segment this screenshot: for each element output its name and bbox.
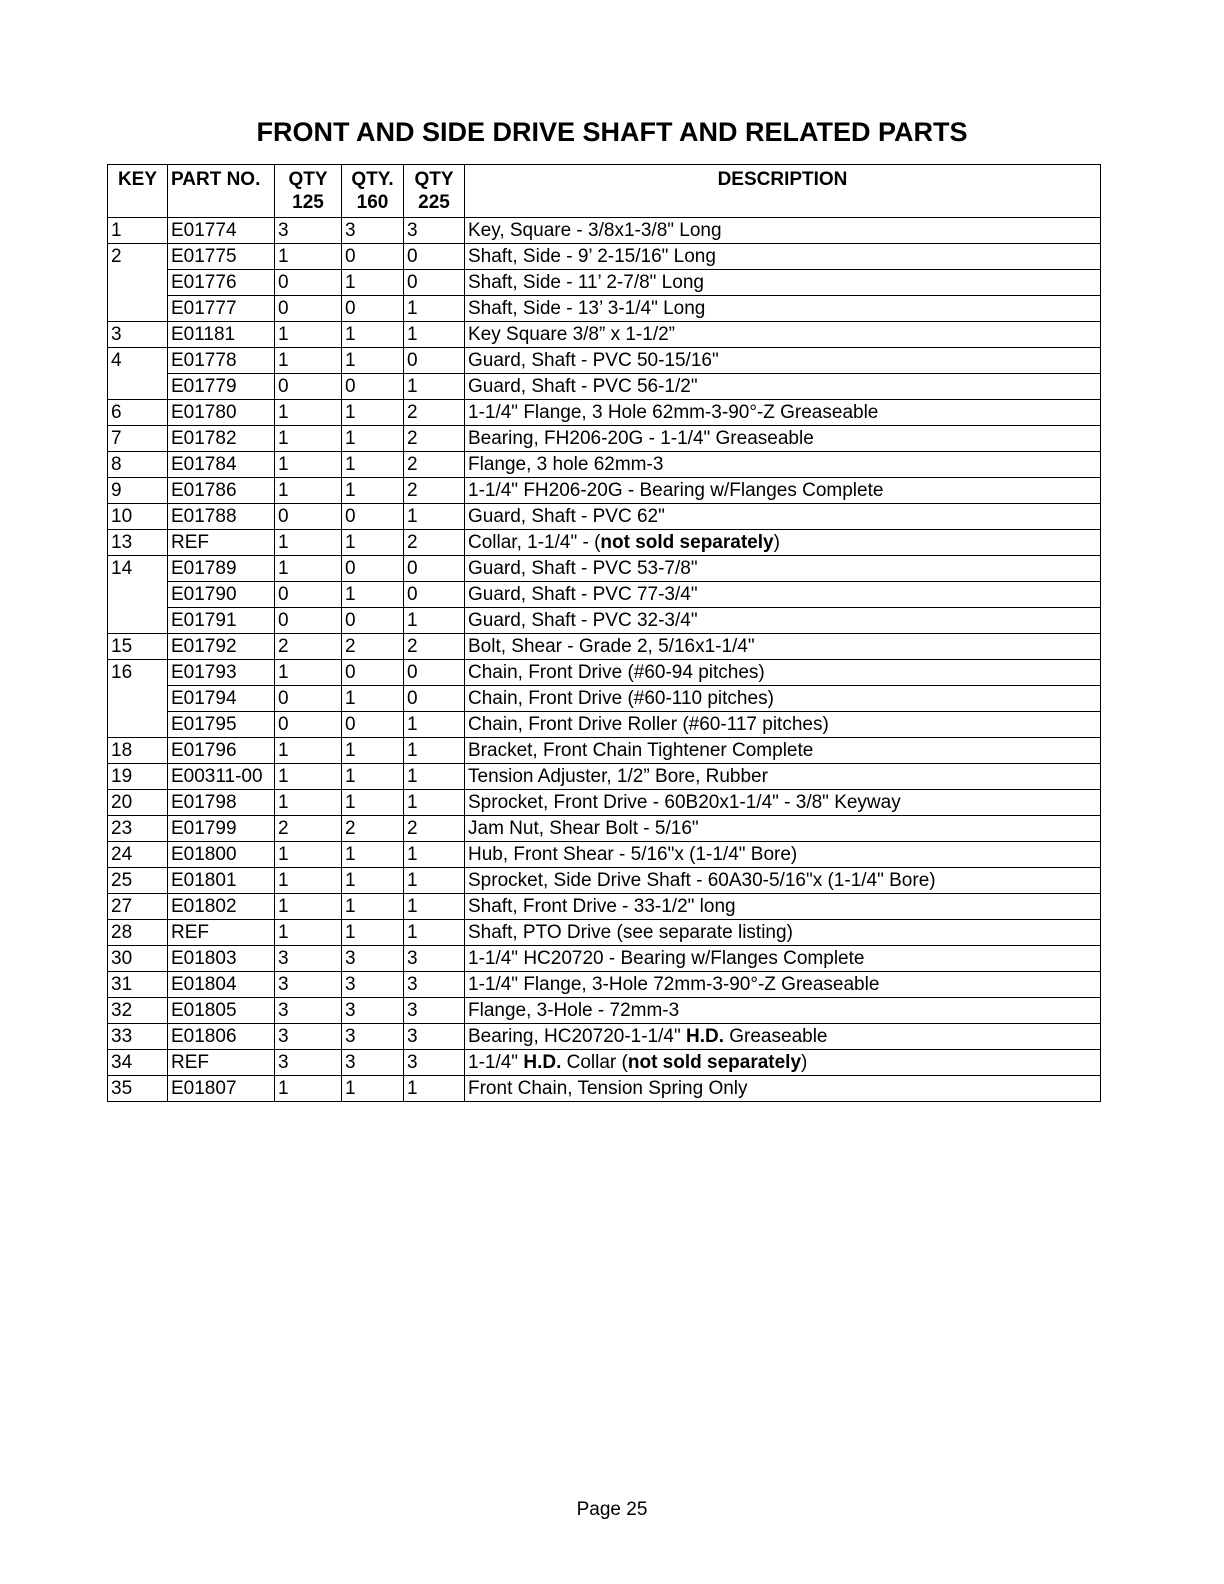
header-qty-225: QTY 225 bbox=[404, 165, 465, 218]
qty-160-cell: 0 bbox=[342, 374, 404, 400]
description-text: Guard, Shaft - PVC 50-15/16" bbox=[468, 350, 719, 371]
part-number-cell: E01788 bbox=[168, 504, 275, 530]
table-row bbox=[108, 296, 1101, 322]
table-row bbox=[108, 322, 1101, 348]
description-text: Bearing, HC20720-1-1/4" bbox=[468, 1026, 686, 1047]
qty-125-cell: 0 bbox=[275, 712, 342, 738]
key-cell: 10 bbox=[108, 504, 168, 530]
table-row bbox=[108, 998, 1101, 1024]
table-row bbox=[108, 686, 1101, 712]
qty-160-cell: 0 bbox=[342, 244, 404, 270]
description-text: 1-1/4" FH206-20G - Bearing w/Flanges Complete bbox=[468, 480, 884, 501]
qty-160-cell: 3 bbox=[342, 218, 404, 244]
description-text: ) bbox=[773, 532, 780, 553]
qty-225-cell: 1 bbox=[404, 790, 465, 816]
qty-125-cell: 3 bbox=[275, 998, 342, 1024]
table-row bbox=[108, 452, 1101, 478]
table-row bbox=[108, 400, 1101, 426]
table-row bbox=[108, 920, 1101, 946]
qty-160-cell: 0 bbox=[342, 608, 404, 634]
part-number-cell: E01779 bbox=[168, 374, 275, 400]
table-row bbox=[108, 348, 1101, 374]
qty-225-cell: 0 bbox=[404, 686, 465, 712]
qty-160-cell: 1 bbox=[342, 764, 404, 790]
description-cell bbox=[465, 348, 1101, 374]
parts-table-body bbox=[108, 218, 1101, 1102]
description-text: Sprocket, Side Drive Shaft - 60A30-5/16"x (1-1/4" Bore) bbox=[468, 870, 936, 891]
qty-160-cell: 3 bbox=[342, 972, 404, 998]
table-row bbox=[108, 504, 1101, 530]
qty-225-cell: 1 bbox=[404, 608, 465, 634]
qty-125-cell: 1 bbox=[275, 244, 342, 270]
qty-125-cell: 1 bbox=[275, 868, 342, 894]
qty-160-cell: 1 bbox=[342, 1076, 404, 1102]
qty-125-cell: 1 bbox=[275, 738, 342, 764]
qty-225-cell: 3 bbox=[404, 998, 465, 1024]
qty-225-cell: 2 bbox=[404, 400, 465, 426]
part-number-cell: E01775 bbox=[168, 244, 275, 270]
header-qty-160: QTY. 160 bbox=[342, 165, 404, 218]
qty-160-cell: 0 bbox=[342, 712, 404, 738]
qty-225-cell: 0 bbox=[404, 348, 465, 374]
key-cell: 19 bbox=[108, 764, 168, 790]
part-number-cell: E01778 bbox=[168, 348, 275, 374]
table-row bbox=[108, 894, 1101, 920]
qty-225-cell: 3 bbox=[404, 946, 465, 972]
description-bold-text: H.D. bbox=[523, 1052, 562, 1073]
qty-125-cell: 1 bbox=[275, 478, 342, 504]
description-text: 1-1/4" Flange, 3 Hole 62mm-3-90°-Z Greaseable bbox=[468, 402, 879, 423]
description-text: Sprocket, Front Drive - 60B20x1-1/4" - 3/8" Keyway bbox=[468, 792, 901, 813]
description-text: Guard, Shaft - PVC 62" bbox=[468, 506, 665, 527]
description-text: Greaseable bbox=[723, 1026, 828, 1047]
table-row bbox=[108, 556, 1101, 582]
description-bold-text: not sold separately bbox=[600, 532, 774, 553]
qty-125-cell: 1 bbox=[275, 348, 342, 374]
description-text: Guard, Shaft - PVC 32-3/4" bbox=[468, 610, 698, 631]
key-cell: 28 bbox=[108, 920, 168, 946]
qty-160-cell: 3 bbox=[342, 1050, 404, 1076]
qty-225-cell: 2 bbox=[404, 816, 465, 842]
table-row bbox=[108, 790, 1101, 816]
qty-225-cell: 0 bbox=[404, 244, 465, 270]
part-number-cell: E01801 bbox=[168, 868, 275, 894]
key-cell: 33 bbox=[108, 1024, 168, 1050]
description-cell bbox=[465, 582, 1101, 608]
qty-225-cell: 2 bbox=[404, 634, 465, 660]
key-cell: 30 bbox=[108, 946, 168, 972]
table-row bbox=[108, 634, 1101, 660]
description-cell bbox=[465, 608, 1101, 634]
qty-160-cell: 1 bbox=[342, 322, 404, 348]
description-cell bbox=[465, 972, 1101, 998]
qty-225-cell: 1 bbox=[404, 920, 465, 946]
qty-225-cell: 3 bbox=[404, 218, 465, 244]
description-text: Chain, Front Drive (#60-110 pitches) bbox=[468, 688, 774, 709]
part-number-cell: E01792 bbox=[168, 634, 275, 660]
description-text: 1-1/4" bbox=[468, 1052, 524, 1073]
part-number-cell: E01181 bbox=[168, 322, 275, 348]
part-number-cell: E01799 bbox=[168, 816, 275, 842]
description-cell bbox=[465, 738, 1101, 764]
part-number-cell: E01794 bbox=[168, 686, 275, 712]
part-number-cell: REF bbox=[168, 530, 275, 556]
description-cell bbox=[465, 1024, 1101, 1050]
qty-125-cell: 1 bbox=[275, 452, 342, 478]
part-number-cell: REF bbox=[168, 920, 275, 946]
part-number-cell: E01777 bbox=[168, 296, 275, 322]
table-row bbox=[108, 972, 1101, 998]
part-number-cell: REF bbox=[168, 1050, 275, 1076]
qty-160-cell: 1 bbox=[342, 686, 404, 712]
page-number: Page 25 bbox=[576, 1499, 648, 1520]
description-text: Shaft, Side - 13’ 3-1/4" Long bbox=[468, 298, 706, 319]
qty-125-cell: 1 bbox=[275, 426, 342, 452]
description-text: Shaft, PTO Drive (see separate listing) bbox=[468, 922, 793, 943]
key-cell: 14 bbox=[108, 556, 168, 634]
description-cell bbox=[465, 868, 1101, 894]
qty-125-cell: 1 bbox=[275, 1076, 342, 1102]
key-cell: 1 bbox=[108, 218, 168, 244]
qty-225-cell: 1 bbox=[404, 1076, 465, 1102]
description-cell bbox=[465, 400, 1101, 426]
qty-125-cell: 1 bbox=[275, 764, 342, 790]
qty-160-cell: 1 bbox=[342, 400, 404, 426]
qty-125-cell: 1 bbox=[275, 556, 342, 582]
table-row bbox=[108, 1024, 1101, 1050]
description-cell bbox=[465, 218, 1101, 244]
part-number-cell: E01793 bbox=[168, 660, 275, 686]
header-qty-125: QTY 125 bbox=[275, 165, 342, 218]
description-text: Guard, Shaft - PVC 53-7/8" bbox=[468, 558, 698, 579]
table-row bbox=[108, 608, 1101, 634]
description-cell bbox=[465, 920, 1101, 946]
part-number-cell: E01780 bbox=[168, 400, 275, 426]
qty-160-cell: 1 bbox=[342, 270, 404, 296]
qty-225-cell: 1 bbox=[404, 296, 465, 322]
description-text: Front Chain, Tension Spring Only bbox=[468, 1078, 748, 1099]
description-cell bbox=[465, 322, 1101, 348]
table-row bbox=[108, 738, 1101, 764]
part-number-cell: E00311-00 bbox=[168, 764, 275, 790]
qty-125-cell: 1 bbox=[275, 894, 342, 920]
description-cell bbox=[465, 1076, 1101, 1102]
qty-125-cell: 0 bbox=[275, 582, 342, 608]
description-bold-text: H.D. bbox=[685, 1026, 724, 1047]
description-cell bbox=[465, 712, 1101, 738]
description-cell bbox=[465, 764, 1101, 790]
qty-125-cell: 2 bbox=[275, 816, 342, 842]
qty-160-cell: 1 bbox=[342, 452, 404, 478]
key-cell: 6 bbox=[108, 400, 168, 426]
qty-225-cell: 3 bbox=[404, 1050, 465, 1076]
table-row bbox=[108, 478, 1101, 504]
qty-160-cell: 3 bbox=[342, 946, 404, 972]
part-number-cell: E01802 bbox=[168, 894, 275, 920]
key-cell: 35 bbox=[108, 1076, 168, 1102]
description-bold-text: not sold separately bbox=[627, 1052, 802, 1073]
key-cell: 13 bbox=[108, 530, 168, 556]
part-number-cell: E01805 bbox=[168, 998, 275, 1024]
qty-225-cell: 1 bbox=[404, 842, 465, 868]
description-cell bbox=[465, 686, 1101, 712]
description-text: Flange, 3-Hole - 72mm-3 bbox=[468, 1000, 680, 1021]
qty-225-cell: 1 bbox=[404, 322, 465, 348]
part-number-cell: E01795 bbox=[168, 712, 275, 738]
key-cell: 27 bbox=[108, 894, 168, 920]
part-number-cell: E01806 bbox=[168, 1024, 275, 1050]
qty-125-cell: 0 bbox=[275, 608, 342, 634]
key-cell: 7 bbox=[108, 426, 168, 452]
qty-160-cell: 1 bbox=[342, 842, 404, 868]
qty-160-cell: 0 bbox=[342, 556, 404, 582]
description-cell bbox=[465, 998, 1101, 1024]
table-row bbox=[108, 868, 1101, 894]
key-cell: 34 bbox=[108, 1050, 168, 1076]
description-cell bbox=[465, 946, 1101, 972]
description-text: Bolt, Shear - Grade 2, 5/16x1-1/4" bbox=[468, 636, 755, 657]
description-text: Bracket, Front Chain Tightener Complete bbox=[468, 740, 814, 761]
description-cell bbox=[465, 816, 1101, 842]
part-number-cell: E01782 bbox=[168, 426, 275, 452]
table-row bbox=[108, 426, 1101, 452]
qty-225-cell: 1 bbox=[404, 764, 465, 790]
qty-160-cell: 1 bbox=[342, 738, 404, 764]
qty-225-cell: 1 bbox=[404, 868, 465, 894]
qty-125-cell: 3 bbox=[275, 1050, 342, 1076]
qty-160-cell: 1 bbox=[342, 868, 404, 894]
qty-125-cell: 3 bbox=[275, 218, 342, 244]
qty-160-cell: 1 bbox=[342, 348, 404, 374]
part-number-cell: E01776 bbox=[168, 270, 275, 296]
qty-125-cell: 3 bbox=[275, 946, 342, 972]
description-cell bbox=[465, 504, 1101, 530]
part-number-cell: E01803 bbox=[168, 946, 275, 972]
qty-160-cell: 1 bbox=[342, 790, 404, 816]
table-row bbox=[108, 842, 1101, 868]
qty-225-cell: 1 bbox=[404, 712, 465, 738]
qty-160-cell: 1 bbox=[342, 426, 404, 452]
description-cell bbox=[465, 790, 1101, 816]
table-row bbox=[108, 582, 1101, 608]
qty-225-cell: 3 bbox=[404, 972, 465, 998]
qty-225-cell: 0 bbox=[404, 660, 465, 686]
description-text: Guard, Shaft - PVC 56-1/2" bbox=[468, 376, 698, 397]
key-cell: 23 bbox=[108, 816, 168, 842]
qty-160-cell: 1 bbox=[342, 920, 404, 946]
header-description: DESCRIPTION bbox=[465, 165, 1101, 218]
description-text: Chain, Front Drive (#60-94 pitches) bbox=[468, 662, 765, 683]
description-text: Bearing, FH206-20G - 1-1/4" Greaseable bbox=[468, 428, 814, 449]
description-cell bbox=[465, 270, 1101, 296]
part-number-cell: E01791 bbox=[168, 608, 275, 634]
description-text: Hub, Front Shear - 5/16"x (1-1/4" Bore) bbox=[468, 844, 798, 865]
description-cell bbox=[465, 556, 1101, 582]
description-text: Shaft, Side - 11’ 2-7/8" Long bbox=[468, 272, 704, 293]
part-number-cell: E01784 bbox=[168, 452, 275, 478]
key-cell: 20 bbox=[108, 790, 168, 816]
description-cell bbox=[465, 478, 1101, 504]
description-text: Shaft, Front Drive - 33-1/2" long bbox=[468, 896, 736, 917]
table-row bbox=[108, 1076, 1101, 1102]
qty-125-cell: 0 bbox=[275, 270, 342, 296]
table-row bbox=[108, 764, 1101, 790]
description-cell bbox=[465, 296, 1101, 322]
part-number-cell: E01796 bbox=[168, 738, 275, 764]
table-row bbox=[108, 712, 1101, 738]
qty-225-cell: 0 bbox=[404, 556, 465, 582]
part-number-cell: E01790 bbox=[168, 582, 275, 608]
qty-225-cell: 1 bbox=[404, 894, 465, 920]
description-cell bbox=[465, 634, 1101, 660]
table-row bbox=[108, 660, 1101, 686]
table-header-row bbox=[108, 165, 1101, 218]
qty-125-cell: 1 bbox=[275, 790, 342, 816]
description-cell bbox=[465, 452, 1101, 478]
qty-225-cell: 0 bbox=[404, 270, 465, 296]
qty-160-cell: 1 bbox=[342, 478, 404, 504]
qty-160-cell: 2 bbox=[342, 634, 404, 660]
qty-125-cell: 3 bbox=[275, 972, 342, 998]
table-row bbox=[108, 946, 1101, 972]
qty-160-cell: 1 bbox=[342, 894, 404, 920]
key-cell: 8 bbox=[108, 452, 168, 478]
header-key: KEY bbox=[108, 165, 168, 218]
key-cell: 25 bbox=[108, 868, 168, 894]
key-cell: 3 bbox=[108, 322, 168, 348]
qty-125-cell: 1 bbox=[275, 400, 342, 426]
qty-225-cell: 2 bbox=[404, 426, 465, 452]
part-number-cell: E01807 bbox=[168, 1076, 275, 1102]
key-cell: 4 bbox=[108, 348, 168, 400]
table-row bbox=[108, 1050, 1101, 1076]
table-row bbox=[108, 816, 1101, 842]
table-row bbox=[108, 270, 1101, 296]
qty-225-cell: 0 bbox=[404, 582, 465, 608]
qty-125-cell: 1 bbox=[275, 322, 342, 348]
description-cell bbox=[465, 374, 1101, 400]
qty-225-cell: 2 bbox=[404, 452, 465, 478]
description-text: Collar, 1-1/4" - ( bbox=[468, 532, 601, 553]
qty-160-cell: 1 bbox=[342, 582, 404, 608]
qty-125-cell: 0 bbox=[275, 296, 342, 322]
qty-125-cell: 0 bbox=[275, 686, 342, 712]
part-number-cell: E01789 bbox=[168, 556, 275, 582]
table-row bbox=[108, 218, 1101, 244]
qty-125-cell: 1 bbox=[275, 842, 342, 868]
key-cell: 32 bbox=[108, 998, 168, 1024]
description-cell bbox=[465, 244, 1101, 270]
part-number-cell: E01786 bbox=[168, 478, 275, 504]
description-text: Collar ( bbox=[561, 1052, 628, 1073]
page-title: FRONT AND SIDE DRIVE SHAFT AND RELATED PARTS bbox=[256, 117, 968, 147]
qty-160-cell: 0 bbox=[342, 660, 404, 686]
qty-225-cell: 1 bbox=[404, 738, 465, 764]
qty-225-cell: 1 bbox=[404, 374, 465, 400]
description-text: Guard, Shaft - PVC 77-3/4" bbox=[468, 584, 698, 605]
qty-225-cell: 1 bbox=[404, 504, 465, 530]
qty-125-cell: 3 bbox=[275, 1024, 342, 1050]
part-number-cell: E01798 bbox=[168, 790, 275, 816]
key-cell: 24 bbox=[108, 842, 168, 868]
description-text: Jam Nut, Shear Bolt - 5/16" bbox=[468, 818, 699, 839]
qty-225-cell: 2 bbox=[404, 478, 465, 504]
qty-160-cell: 3 bbox=[342, 1024, 404, 1050]
description-cell bbox=[465, 530, 1101, 556]
qty-125-cell: 0 bbox=[275, 504, 342, 530]
qty-225-cell: 2 bbox=[404, 530, 465, 556]
table-row bbox=[108, 244, 1101, 270]
header-part-no: PART NO. bbox=[168, 165, 275, 218]
description-text: Key Square 3/8” x 1-1/2” bbox=[468, 324, 675, 345]
qty-160-cell: 2 bbox=[342, 816, 404, 842]
part-number-cell: E01800 bbox=[168, 842, 275, 868]
description-text: Key, Square - 3/8x1-3/8" Long bbox=[468, 220, 722, 241]
description-text: Flange, 3 hole 62mm-3 bbox=[468, 454, 664, 475]
description-text: Chain, Front Drive Roller (#60-117 pitches) bbox=[468, 714, 829, 735]
description-text: Shaft, Side - 9’ 2-15/16" Long bbox=[468, 246, 716, 267]
parts-table bbox=[107, 164, 1101, 1102]
key-cell: 9 bbox=[108, 478, 168, 504]
qty-225-cell: 3 bbox=[404, 1024, 465, 1050]
qty-125-cell: 1 bbox=[275, 660, 342, 686]
part-number-cell: E01774 bbox=[168, 218, 275, 244]
key-cell: 16 bbox=[108, 660, 168, 738]
key-cell: 15 bbox=[108, 634, 168, 660]
qty-125-cell: 2 bbox=[275, 634, 342, 660]
qty-160-cell: 0 bbox=[342, 504, 404, 530]
description-cell bbox=[465, 894, 1101, 920]
qty-160-cell: 0 bbox=[342, 296, 404, 322]
key-cell: 18 bbox=[108, 738, 168, 764]
description-text: 1-1/4" Flange, 3-Hole 72mm-3-90°-Z Greaseable bbox=[468, 974, 880, 995]
description-cell bbox=[465, 842, 1101, 868]
qty-125-cell: 1 bbox=[275, 530, 342, 556]
key-cell: 2 bbox=[108, 244, 168, 322]
table-row bbox=[108, 374, 1101, 400]
description-text: 1-1/4" HC20720 - Bearing w/Flanges Complete bbox=[468, 948, 865, 969]
description-text: Tension Adjuster, 1/2” Bore, Rubber bbox=[468, 766, 768, 787]
description-cell bbox=[465, 426, 1101, 452]
description-text: ) bbox=[801, 1052, 808, 1073]
qty-160-cell: 1 bbox=[342, 530, 404, 556]
description-cell bbox=[465, 660, 1101, 686]
qty-125-cell: 1 bbox=[275, 920, 342, 946]
key-cell: 31 bbox=[108, 972, 168, 998]
qty-125-cell: 0 bbox=[275, 374, 342, 400]
qty-160-cell: 3 bbox=[342, 998, 404, 1024]
table-row bbox=[108, 530, 1101, 556]
description-cell bbox=[465, 1050, 1101, 1076]
part-number-cell: E01804 bbox=[168, 972, 275, 998]
